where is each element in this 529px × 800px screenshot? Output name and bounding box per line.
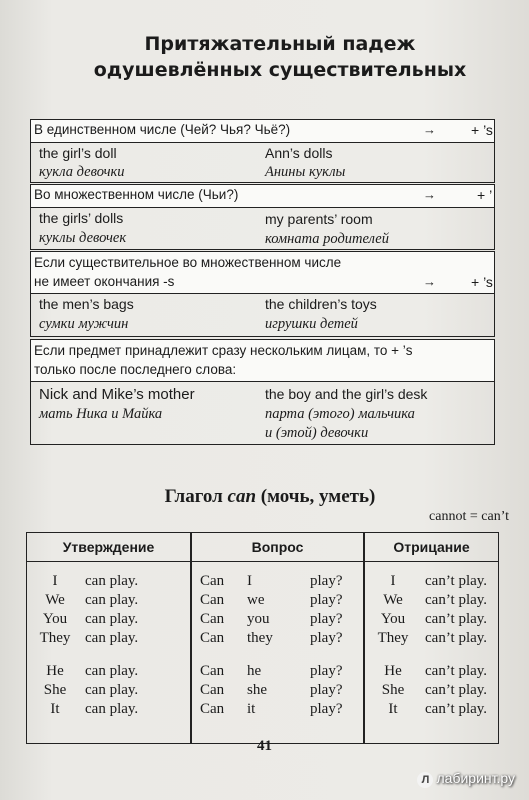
question-cell: it <box>247 701 256 717</box>
negative-header-text: Отрицание <box>393 539 470 555</box>
question-cell: Can <box>200 630 225 646</box>
affirm-cell: She <box>43 682 67 698</box>
question-cell: Can <box>200 592 225 608</box>
affirm-cell: can play. <box>85 611 139 627</box>
cannot-note: cannot = can’t <box>429 509 509 524</box>
negative-cell: I <box>390 573 396 589</box>
negative-cell: They <box>377 630 409 646</box>
singular-header <box>31 120 494 143</box>
question-cell: Can <box>200 682 225 698</box>
affirm-cell: He <box>46 663 64 679</box>
question-column <box>192 533 363 743</box>
question-cell: play? <box>310 682 343 698</box>
irregular-plural-box <box>30 251 495 337</box>
example-ru: куклы девочек <box>39 230 127 246</box>
affirm-cell: can play. <box>85 663 139 679</box>
arrow-icon: → <box>423 122 436 137</box>
question-cell: play? <box>310 630 343 646</box>
example-en: the boy and the girl’s desk <box>265 386 428 402</box>
joint-header-line1: Если предмет принадлежит сразу нескольким лицам, то + ’s <box>34 343 413 358</box>
affirm-cell: I <box>52 573 58 589</box>
question-header <box>192 533 363 562</box>
example-ru: мать Ника и Майка <box>39 406 163 422</box>
example-ru: и (этой) девочки <box>265 425 369 441</box>
suffix-label: + ’s <box>471 274 493 290</box>
example-ru: сумки мужчин <box>39 316 129 332</box>
negative-cell: can’t play. <box>425 630 488 646</box>
verb-can-title <box>100 486 440 508</box>
example-en: my parents’ room <box>265 211 373 227</box>
affirm-cell: can play. <box>85 573 139 589</box>
example-ru: парта (этого) мальчика <box>265 406 415 422</box>
question-cell: play? <box>310 611 343 627</box>
irregular-header-line1: Если существительное во множественном числе <box>34 255 342 270</box>
negative-cell: We <box>383 592 403 608</box>
example-ru: комната родителей <box>265 231 389 247</box>
example-en: Ann’s dolls <box>265 145 333 161</box>
example-ru: игрушки детей <box>265 316 358 332</box>
example-ru: кукла девочки <box>39 164 125 180</box>
negative-cell: can’t play. <box>425 611 488 627</box>
negative-cell: can’t play. <box>425 682 488 698</box>
question-cell: we <box>247 592 265 608</box>
affirm-cell: They <box>39 630 71 646</box>
question-cell: he <box>247 663 262 679</box>
watermark-text: лабиринт.ру <box>436 770 515 786</box>
negative-cell: can’t play. <box>425 573 488 589</box>
example-en: the girl’s doll <box>39 145 117 161</box>
question-header-text: Вопрос <box>251 539 304 555</box>
affirm-cell: can play. <box>85 701 139 717</box>
affirm-cell: You <box>42 611 68 627</box>
question-cell: you <box>247 611 270 627</box>
negative-cell: can’t play. <box>425 701 488 717</box>
singular-rule-box <box>30 119 495 183</box>
question-cell: play? <box>310 701 343 717</box>
example-en: Nick and Mike’s mother <box>39 386 195 403</box>
section-title-line2: одушевлённых существительных <box>93 59 467 81</box>
negative-cell: He <box>384 663 402 679</box>
verb-title-post: (мочь, уметь) <box>256 486 376 507</box>
question-cell: they <box>247 630 273 646</box>
example-en: the men’s bags <box>39 296 134 312</box>
question-cell: Can <box>200 611 225 627</box>
question-cell: play? <box>310 573 343 589</box>
section-title-line1: Притяжательный падеж <box>144 33 416 55</box>
verb-title-can: can <box>227 486 257 507</box>
irregular-header-line2: не имеет окончания -s <box>34 274 175 289</box>
plural-header-text: Во множественном числе (Чьи?) <box>34 187 239 202</box>
affirm-cell: can play. <box>85 630 139 646</box>
negative-cell: It <box>388 701 398 717</box>
affirm-cell: We <box>45 592 65 608</box>
negative-header <box>365 533 498 562</box>
irregular-header <box>31 252 494 294</box>
question-cell: Can <box>200 663 225 679</box>
watermark <box>417 770 515 788</box>
page-number: 41 <box>257 738 272 754</box>
question-cell: Can <box>200 701 225 717</box>
negative-cell: can’t play. <box>425 663 488 679</box>
joint-header <box>31 340 494 382</box>
negative-column <box>365 533 498 743</box>
question-cell: play? <box>310 592 343 608</box>
example-ru: Анины куклы <box>265 164 346 180</box>
question-cell: she <box>247 682 267 698</box>
affirmative-column <box>27 533 190 743</box>
plural-header <box>31 185 494 208</box>
negative-cell: can’t play. <box>425 592 488 608</box>
arrow-icon: → <box>423 274 436 289</box>
verb-title-pre: Глагол <box>164 486 228 507</box>
singular-header-text: В единственном числе (Чей? Чья? Чьё?) <box>34 122 291 137</box>
question-cell: I <box>247 573 252 589</box>
negative-cell: She <box>381 682 405 698</box>
affirm-cell: can play. <box>85 592 139 608</box>
question-cell: Can <box>200 573 225 589</box>
joint-header-line2: только после последнего слова: <box>34 362 237 377</box>
can-conjugation-table <box>26 532 499 744</box>
example-en: the children’s toys <box>265 296 377 312</box>
joint-possession-box <box>30 339 495 445</box>
negative-cell: You <box>380 611 406 627</box>
affirm-cell: It <box>50 701 60 717</box>
suffix-label: + ’ <box>477 187 493 203</box>
question-cell: play? <box>310 663 343 679</box>
labirint-logo-icon: Л <box>417 772 433 788</box>
affirmative-header-text: Утверждение <box>62 539 155 555</box>
arrow-icon: → <box>423 187 436 202</box>
plural-rule-box <box>30 184 495 250</box>
suffix-label: + ’s <box>471 122 493 138</box>
affirmative-header <box>27 533 190 562</box>
affirm-cell: can play. <box>85 682 139 698</box>
example-en: the girls’ dolls <box>39 210 124 226</box>
